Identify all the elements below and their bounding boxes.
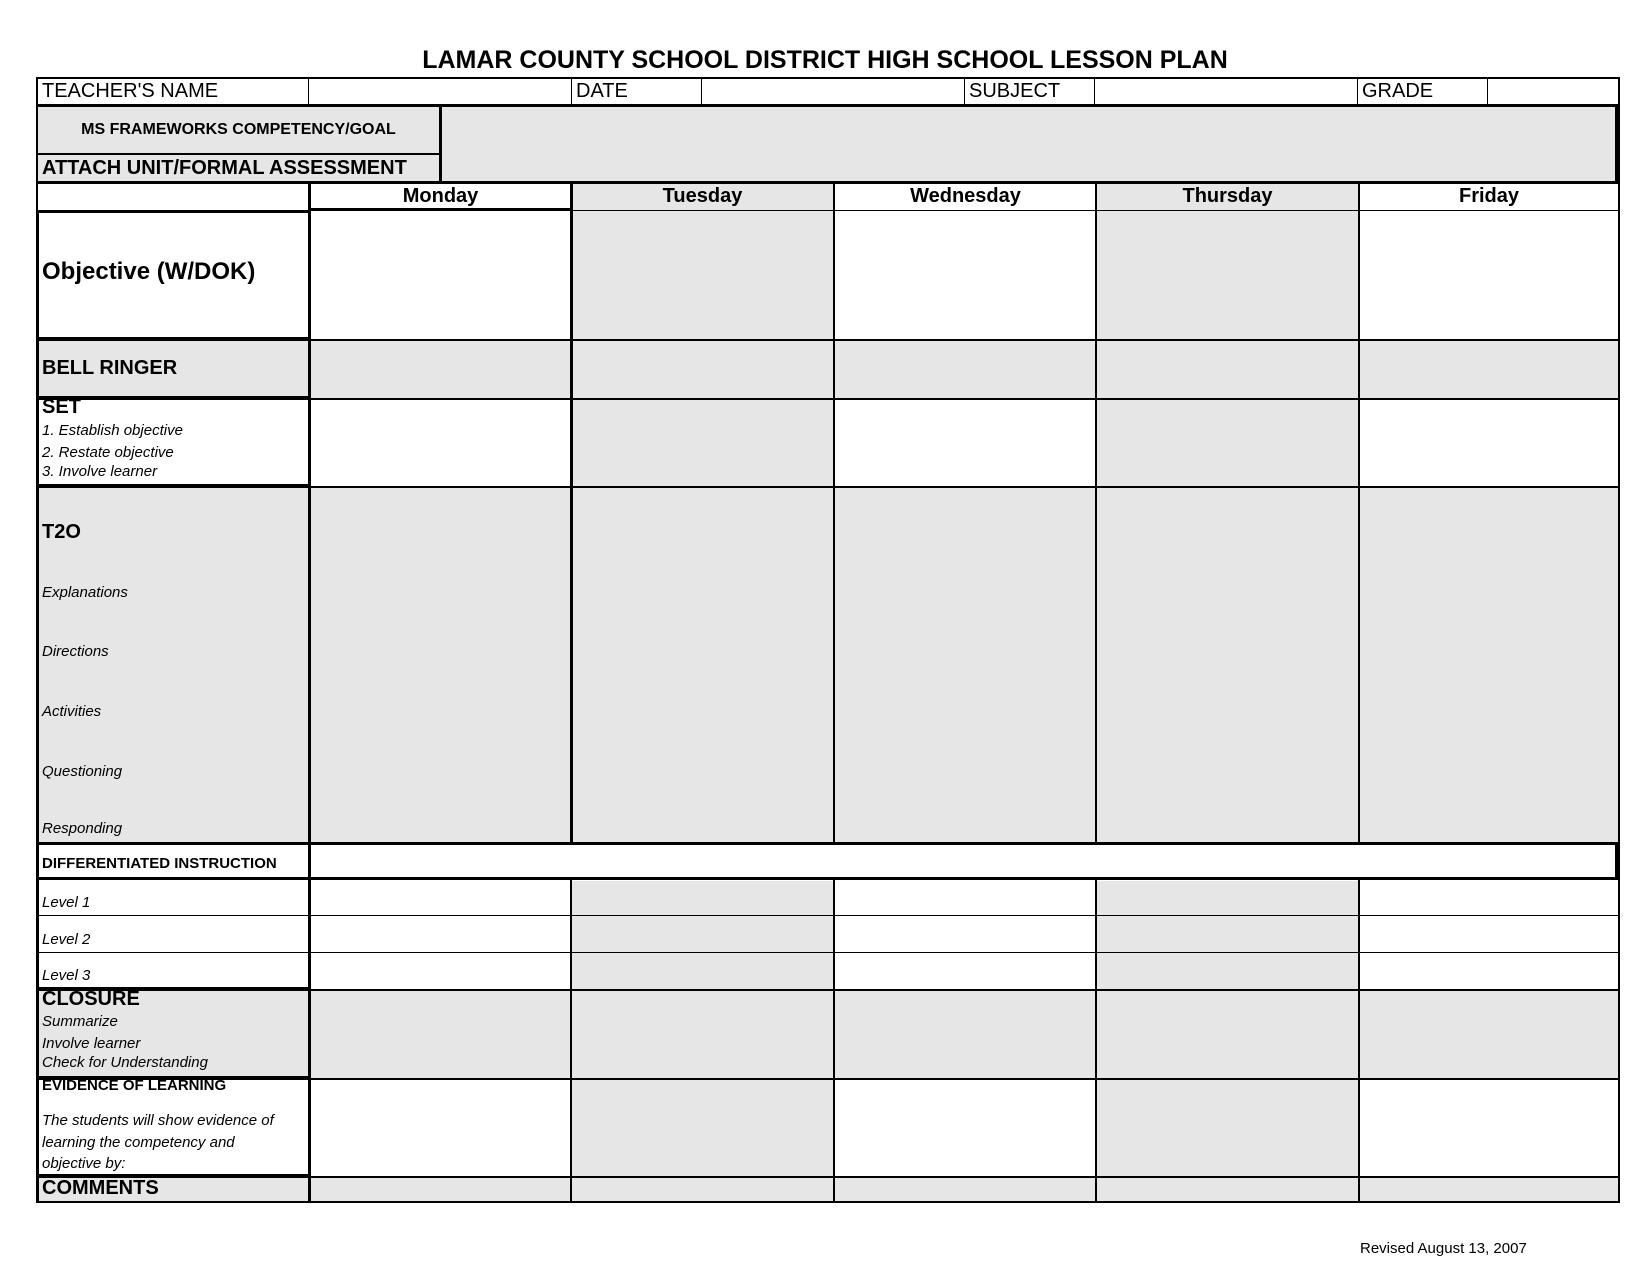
date-field[interactable] [703,79,963,104]
evidence-text: objective by: [42,1155,126,1172]
comments-label: COMMENTS [42,1177,159,1199]
day-header-thursday: Thursday [1182,185,1273,207]
date-label: DATE [576,80,628,102]
day-header-wednesday: Wednesday [910,185,1021,207]
teacher-name-field[interactable] [310,79,570,104]
closure-row-shade [38,991,1620,1079]
subject-label: SUBJECT [969,80,1061,102]
subject-field[interactable] [1096,79,1356,104]
revised-date: Revised August 13, 2007 [1360,1240,1527,1257]
t2o-item: Explanations [42,584,128,601]
attach-assessment-label: ATTACH UNIT/FORMAL ASSESSMENT [42,157,407,179]
evidence-heading: EVIDENCE OF LEARNING [42,1077,227,1094]
bell-ringer-row-shade [38,340,1620,399]
t2o-item: Responding [42,820,123,837]
t2o-item: Directions [42,643,109,660]
closure-heading: CLOSURE [42,988,140,1010]
page-title: LAMAR COUNTY SCHOOL DISTRICT HIGH SCHOOL LESSON PLAN [422,46,1228,74]
level-label: Level 2 [42,931,91,948]
evidence-text: The students will show evidence of [42,1112,274,1129]
competency-field[interactable] [442,106,1617,181]
t2o-row-shade [38,487,1620,844]
grade-field[interactable] [1489,79,1617,104]
day-header-friday: Friday [1458,185,1520,207]
differentiated-instruction-label: DIFFERENTIATED INSTRUCTION [42,855,277,872]
set-item: 1. Establish objective [42,422,183,439]
t2o-item: Activities [42,703,102,720]
t2o-heading: T2O [42,521,81,543]
set-heading: SET [42,396,81,418]
bell-ringer-label: BELL RINGER [42,357,178,379]
objective-label: Objective (W/DOK) [42,258,256,285]
teacher-name-label: TEACHER'S NAME [42,80,219,102]
set-item: 3. Involve learner [42,463,158,480]
competency-label: MS FRAMEWORKS COMPETENCY/GOAL [81,121,396,138]
comments-row-shade [38,1177,1620,1202]
evidence-text: learning the competency and [42,1134,235,1151]
closure-item: Involve learner [42,1035,141,1052]
day-header-monday: Monday [402,185,479,207]
level-label: Level 3 [42,967,91,984]
set-item: 2. Restate objective [42,444,174,461]
t2o-item: Questioning [42,763,123,780]
level-label: Level 1 [42,894,91,911]
grade-label: GRADE [1362,80,1434,102]
day-header-tuesday: Tuesday [662,185,743,207]
closure-item: Summarize [42,1013,118,1030]
closure-item: Check for Understanding [42,1054,208,1071]
